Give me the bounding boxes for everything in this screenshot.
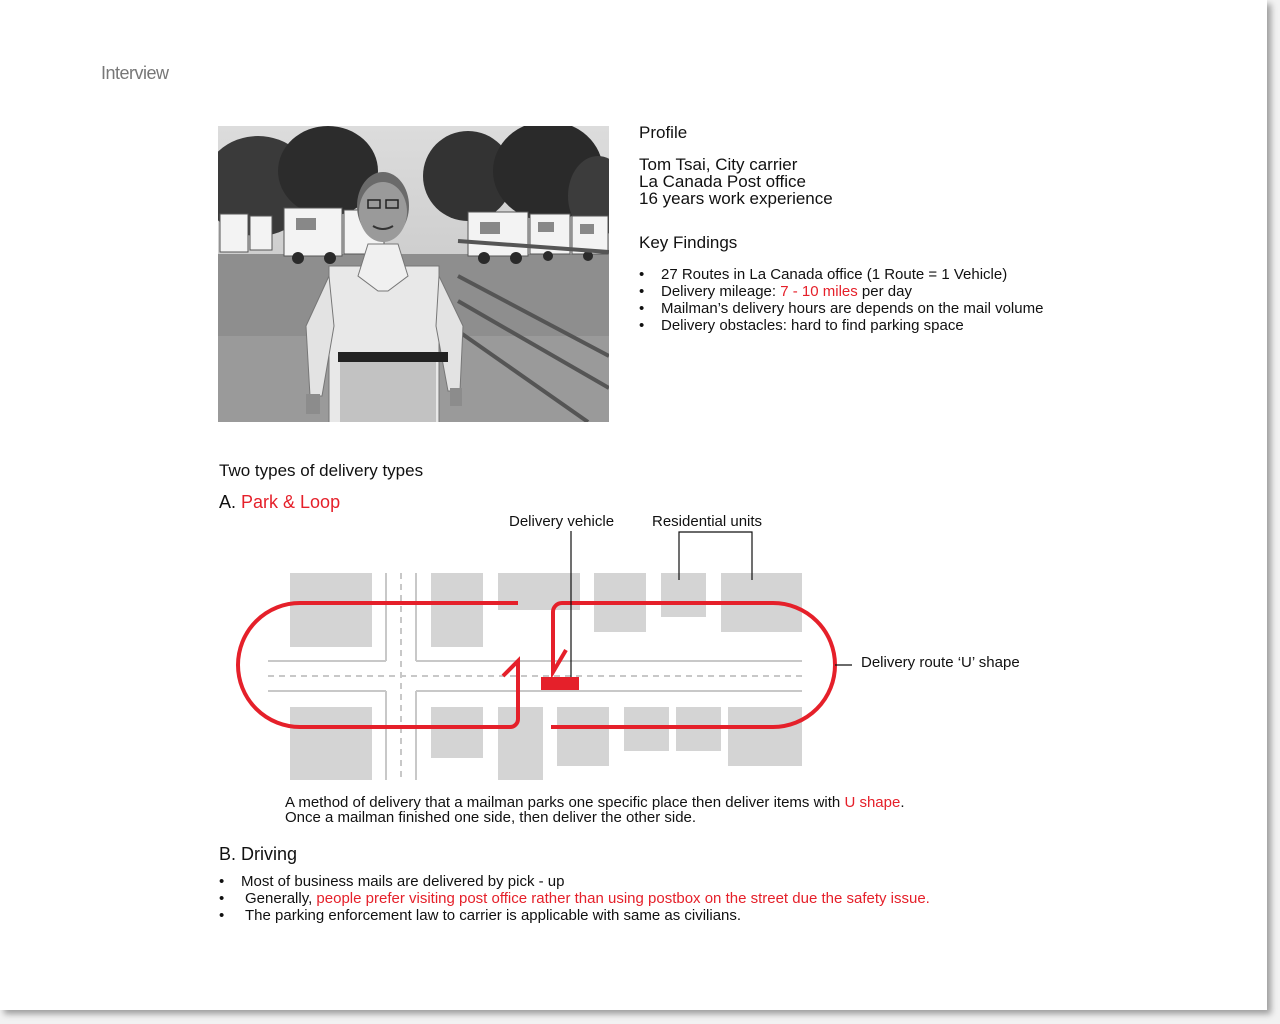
u-shape-highlight: U shape [844, 794, 901, 811]
park-loop-heading: A. Park & Loop [219, 492, 341, 512]
list-item: • Delivery mileage: 7 - 10 miles per day [639, 283, 1043, 300]
key-findings-heading: Key Findings [639, 233, 738, 252]
profile-experience: 16 years work experience [639, 189, 833, 208]
profile-name: Tom Tsai, City carrier [639, 155, 798, 174]
delivery-vehicle-marker [541, 677, 579, 690]
profile-office: La Canada Post office [639, 172, 806, 191]
section-label: Interview [101, 63, 169, 83]
profile-details [639, 156, 833, 207]
key-findings-list [639, 266, 1043, 334]
delivery-vehicle-label: Delivery vehicle [509, 513, 615, 530]
safety-highlight: people prefer visiting post office rather than using postbox on the street due the safety issue. [316, 890, 930, 907]
list-item: • 27 Routes in La Canada office (1 Route = 1 Vehicle) [639, 266, 1043, 283]
delivery-types-heading: Two types of delivery types [219, 461, 424, 480]
mileage-highlight: 7 - 10 miles [780, 283, 858, 300]
list-item: • The parking enforcement law to carrier is applicable with same as civilians. [219, 907, 930, 924]
delivery-route-label: Delivery route ‘U’ shape [861, 654, 1020, 671]
driving-list [219, 873, 930, 924]
residential-units-label: Residential units [652, 513, 763, 530]
list-item: • Delivery obstacles: hard to find parking space [639, 317, 1043, 334]
park-loop-diagram [230, 505, 1060, 790]
list-item: • Mailman’s delivery hours are depends on the mail volume [639, 300, 1043, 317]
list-item: • Most of business mails are delivered by pick - up [219, 873, 930, 890]
driving-heading: B. Driving [219, 844, 298, 864]
profile-photo [218, 126, 609, 422]
profile-heading: Profile [639, 123, 688, 142]
list-item: • Generally, people prefer visiting post office rather than using postbox on the street due the safety issue. [219, 890, 930, 907]
park-loop-description: A method of delivery that a mailman parks one specific place then deliver items with U shape. Once a mailman finished one side, then deliver the other side. [285, 794, 905, 826]
